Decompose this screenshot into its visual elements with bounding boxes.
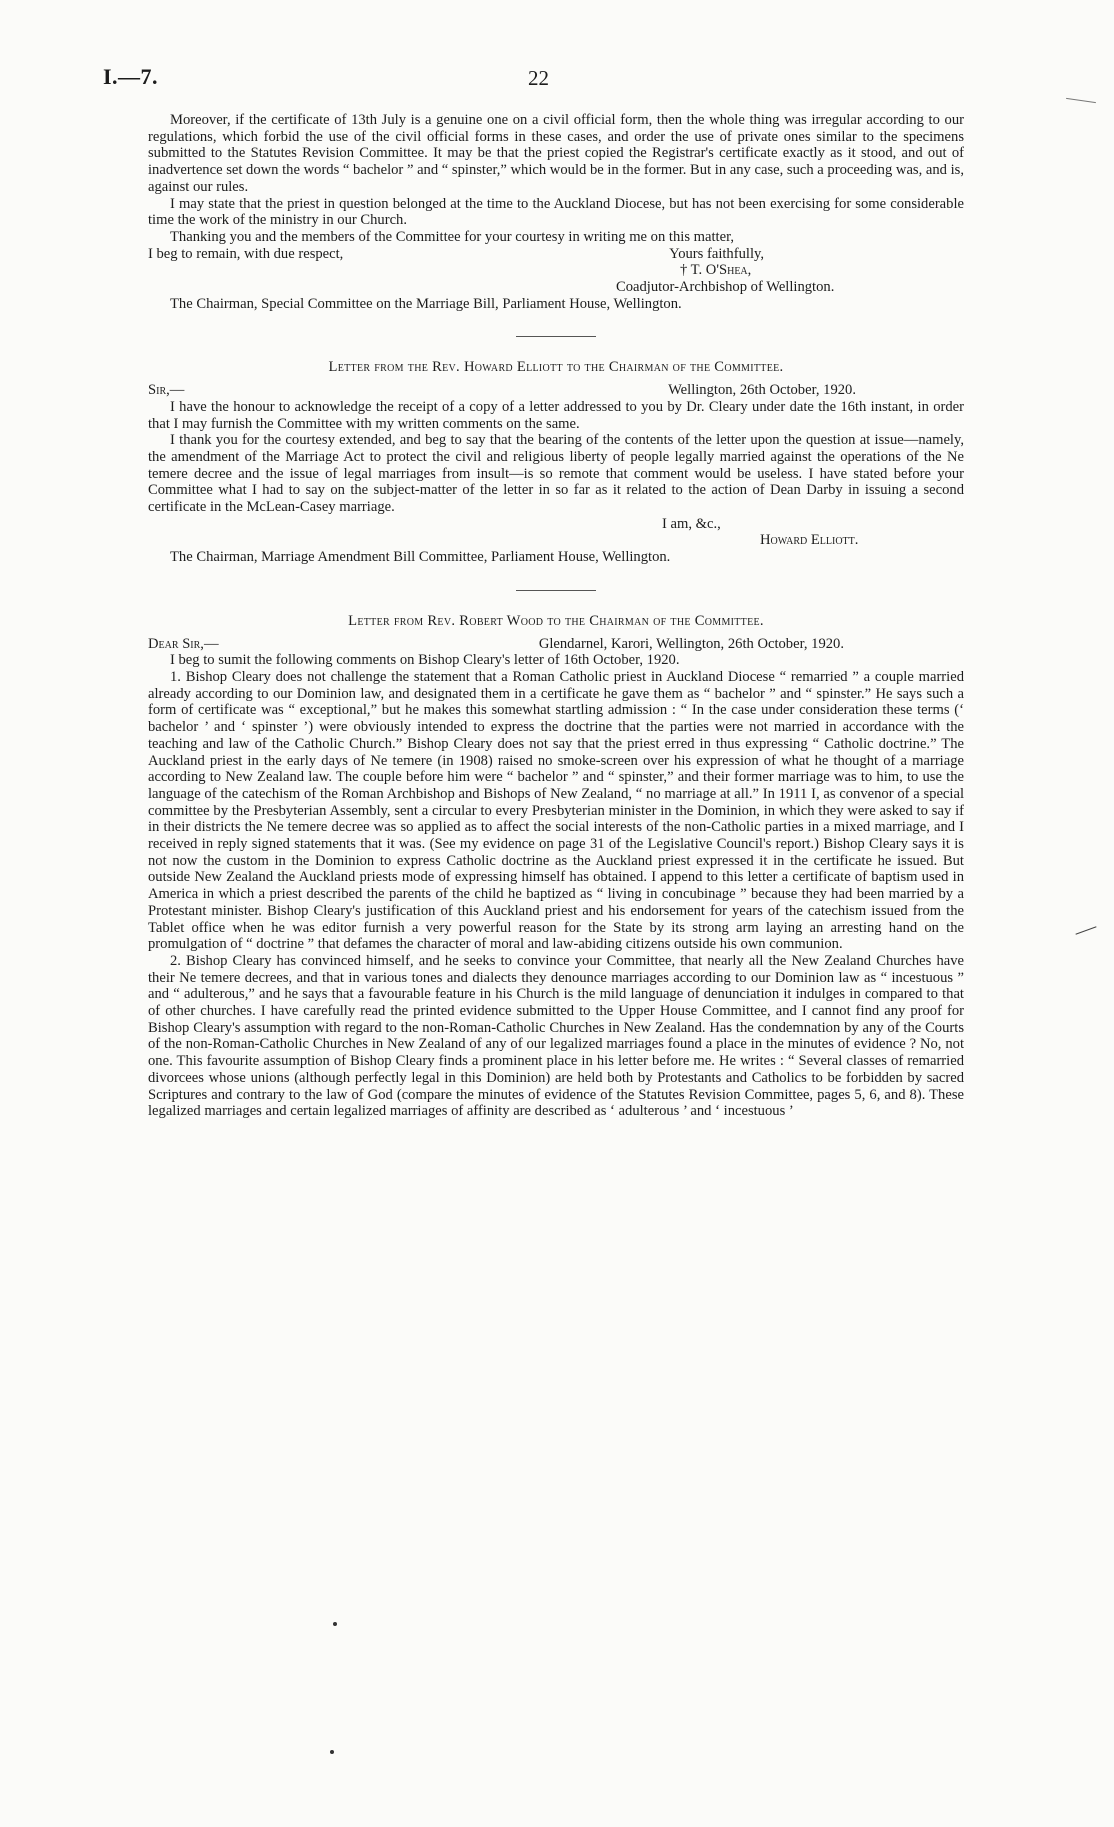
paragraph: I have the honour to acknowledge the receipt of a copy of a letter addressed to you by Dr. Cleary under date the 16th instant, in order that I may furnish the Committee with my written comments on the same.	[148, 398, 964, 432]
section-divider	[516, 336, 596, 337]
signatory-title: Coadjutor-Archbishop of Wellington.	[616, 279, 835, 296]
closing-row	[148, 246, 964, 263]
margin-mark	[1075, 926, 1096, 934]
page-number: 22	[528, 66, 549, 90]
addressee: The Chairman, Marriage Amendment Bill Committee, Parliament House, Wellington.	[170, 549, 671, 566]
salutation: Sir,—	[148, 382, 185, 399]
paragraph: I may state that the priest in question belonged at the time to the Auckland Diocese, but has not been exercising for some considerable time the work of the ministry in our Church.	[148, 195, 964, 229]
signature: † T. O'Shea,	[680, 262, 752, 279]
salutation: Dear Sir,—	[148, 635, 219, 652]
paragraph: Moreover, if the certificate of 13th July is a genuine one on a civil official form, then the whole thing was irregular according to our regulations, which forbid the use of the civil official forms in these cases, and order the use of private ones similar to the specimens submitted to the Statutes Revision Committee. It may be that the priest copied the Registrar's certificate exactly as it stood, and out of inadvertence set down the words “ bachelor ” and “ spinster,” which would be in the former. But in any case, such a proceeding was, and is, against our rules.	[148, 112, 965, 195]
section-divider	[516, 590, 596, 591]
place-date: Wellington, 26th October, 1920.	[668, 382, 856, 399]
margin-mark	[1066, 98, 1096, 103]
letter-heading: Letter from the Rev. Howard Elliott to the Chairman of the Committee.	[328, 359, 784, 376]
paragraph: 2. Bishop Cleary has convinced himself, and he seeks to convince your Committee, that nearly all the New Zealand Churches have their Ne temere decrees, and that in various tones and dialects they denounce marriages according to our Dominion law as “ incestuous ” and “ adulterous,” and he says that a favourable feature in his Church is the mild language of denunciation it indulges in compared to that of other churches. I have carefully read the printed evidence submitted to the Upper House Committee, and I cannot find any proof for Bishop Cleary's assumption with regard to the non-Roman-Catholic Churches in New Zealand. Has the condemnation by any of the Courts of the non-Roman-Catholic Churches in New Zealand of any of our legalized marriages found a place in the minutes of evidence ? No, not one. This favourite assumption of Bishop Cleary finds a prominent place in his letter before me. He writes : “ Several classes of remarried divorcees whose unions (although perfectly legal in this Dominion) are held both by Protestants and Catholics to be forbidden by sacred Scriptures and contrary to the law of God (compare the minutes of evidence of the Statutes Revision Committee, pages 5, 6, and 8). These legalized marriages and certain legalized marriages of affinity are described as ‘ adulterous ’ and ‘ incestuous ’	[148, 952, 964, 1120]
remain-line: I beg to remain, with due respect,	[148, 245, 344, 262]
paragraph: I thank you for the courtesy extended, and beg to say that the bearing of the contents of the letter upon the question at issue—namely, the amendment of the Marriage Act to protect the civil and religious liberty of people legally married against the operations of the Ne temere decree and the issue of legal marriages from insult—is so remote that comment would be useless. I have stated before your Committee what I had to say on the subject-matter of the letter in so far as it related to the action of Dean Darby in issuing a second certificate in the McLean-Casey marriage.	[148, 432, 964, 516]
salutation-row	[148, 636, 964, 653]
wood-letter	[148, 613, 964, 1120]
signature: Howard Elliott.	[760, 532, 859, 549]
oshea-letter	[148, 112, 964, 312]
elliott-letter	[148, 359, 964, 565]
closing: I am, &c.,	[662, 515, 721, 532]
body-text	[148, 112, 964, 1120]
header-reference: I.—7.	[103, 64, 159, 89]
addressee: The Chairman, Special Committee on the Marriage Bill, Parliament House, Wellington.	[170, 295, 682, 312]
paragraph: Thanking you and the members of the Committee for your courtesy in writing me on this matter,	[170, 228, 734, 245]
place-date: Glendarnel, Karori, Wellington, 26th October, 1920.	[538, 635, 844, 652]
speck	[330, 1750, 334, 1754]
salutation-row	[148, 382, 964, 399]
speck	[333, 1622, 337, 1626]
paragraph: 1. Bishop Cleary does not challenge the statement that a Roman Catholic priest in Auckland Diocese “ remarried ” a couple married already according to our Dominion law, and designated them in a certificate he gave them as “ bachelor ” and “ spinster.” He says such a form of certificate was “ exceptional,” but he makes this somewhat startling admission : “ In the case under consideration these terms (‘ bachelor ’ and ‘ spinster ’) were obviously intended to express the doctrine that the parties were not married in accordance with the teaching and law of the Catholic Church.” Bishop Cleary does not say that the priest erred in thus expressing “ Catholic doctrine.” The Auckland priest in the early days of Ne temere (in 1908) raised no smoke-screen over his expression of what he thought of a marriage according to New Zealand law. The couple before him were “ bachelor ” and “ spinster,” and their former marriage was to him, to use the language of the catechism of the Roman Archbishop and Bishops of New Zealand, “ no marriage at all.” In 1911 I, as convenor of a special committee by the Presbyterian Assembly, sent a circular to every Presbyterian minister in the Dominion, in which they were asked to say if in their districts the Ne temere decree was so applied as to affect the social interests of the non-Catholic parties in a mixed marriage, and I received in reply signed statements that it was. (See my evidence on page 31 of the Legislative Council's report.) Bishop Cleary says it is not now the custom in the Dominion to express Catholic doctrine as the Auckland priest expressed it in the certificate he issued. But outside New Zealand the Auckland priests mode of expressing himself has obtained. I append to this letter a certificate of baptism used in America in which a priest described the parents of the child he baptized as “ living in concubinage ” because they had been married by a Protestant minister. Bishop Cleary's justification of this Auckland priest and his endorsement for years of the catechism issued from the Tablet office when he was editor furnish a very powerful reason for the State by its strong arm laying an arresting hand on the promulgation of “ doctrine ” that defames the character of moral and law-abiding citizens outside his own communion.	[148, 668, 964, 953]
closing: Yours faithfully,	[669, 245, 764, 262]
letter-heading: Letter from Rev. Robert Wood to the Chairman of the Committee.	[348, 612, 764, 629]
paragraph: I beg to sumit the following comments on Bishop Cleary's letter of 16th October, 1920.	[170, 652, 680, 669]
